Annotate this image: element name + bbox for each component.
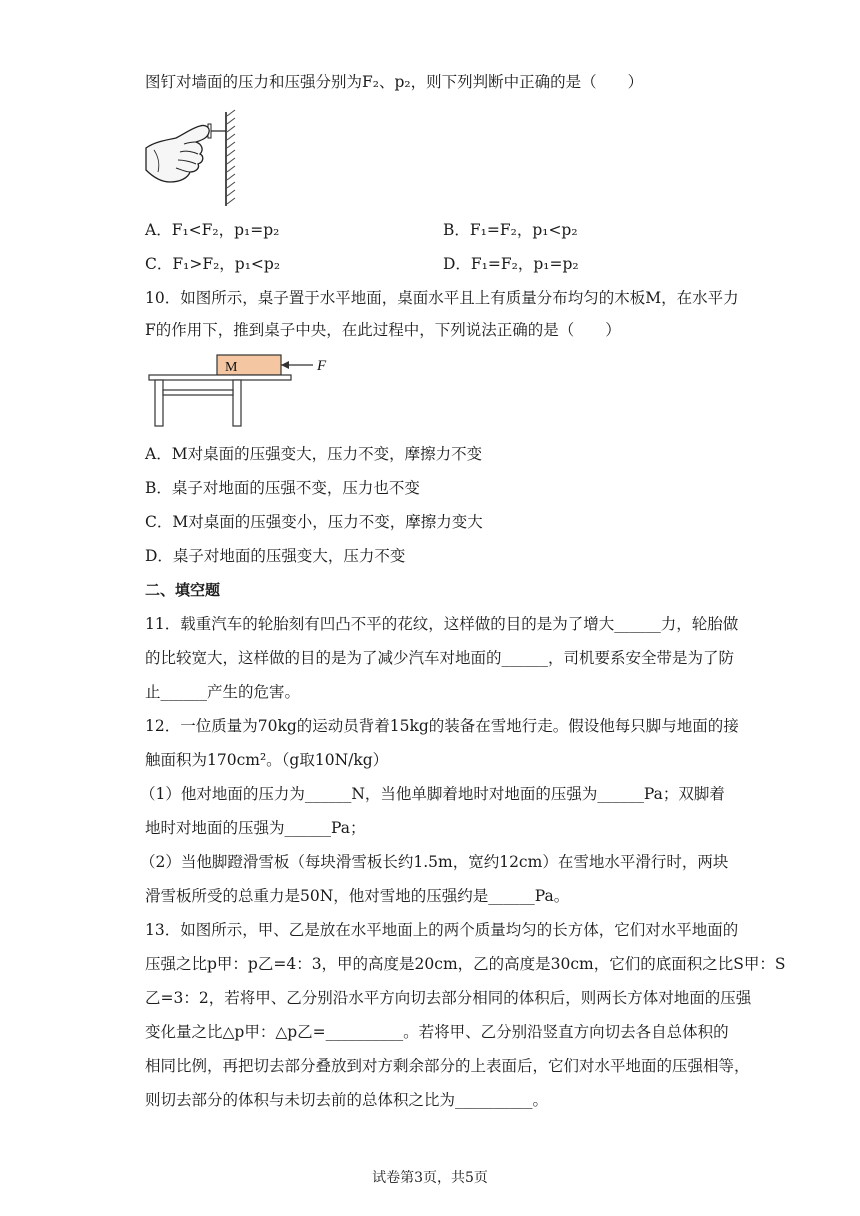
q13-line-1: 13．如图所示，甲、乙是放在水平地面上的两个质量均匀的长方体，它们对水平地面的 — [145, 921, 739, 939]
board-label: M — [225, 360, 238, 375]
q10-option-b[interactable]: B．桌子对地面的压强不变，压力也不变 — [145, 479, 420, 497]
q12-line-6: 滑雪板所受的总重力是50N，他对雪地的压强约是______Pa。 — [145, 887, 570, 905]
q12-line-5: （2）当他脚蹬滑雪板（每块滑雪板长约1.5m，宽约12cm）在雪地水平滑行时，两块 — [140, 853, 729, 871]
q13-line-6: 则切去部分的体积与未切去前的总体积之比为__________。 — [145, 1091, 549, 1109]
q13-line-3: 乙=3：2，若将甲、乙分别沿水平方向切去部分相同的体积后，则两长方体对地面的压强 — [145, 989, 752, 1007]
q9-option-b[interactable]: B．F₁=F₂，p₁<p₂ — [443, 221, 578, 239]
hand-thumbtack-figure — [140, 110, 240, 210]
q10-stem-line-1: 10．如图所示，桌子置于水平地面，桌面水平且上有质量分布均匀的木板M，在水平力 — [145, 289, 739, 307]
q11-line-2: 的比较宽大，这样做的目的是为了减少汽车对地面的______，司机要系安全带是为了防 — [145, 649, 735, 667]
q12-line-2: 触面积为170cm²。（g取10N/kg） — [145, 751, 389, 769]
table-board-figure — [145, 350, 345, 430]
q9-option-a[interactable]: A．F₁<F₂，p₁=p₂ — [145, 221, 280, 239]
q13-line-2: 压强之比p甲：p乙=4：3，甲的高度是20cm，乙的高度是30cm，它们的底面积之比S甲：S — [145, 955, 786, 973]
q12-line-1: 12．一位质量为70kg的运动员背着15kg的装备在雪地行走。假设他每只脚与地面的接 — [145, 717, 739, 735]
q12-line-4: 地时对地面的压强为______Pa； — [145, 819, 366, 837]
q11-line-3: 止______产生的危害。 — [145, 683, 301, 701]
q13-line-5: 相同比例，再把切去部分叠放到对方剩余部分的上表面后，它们对水平地面的压强相等， — [145, 1057, 750, 1075]
force-label: F — [317, 358, 327, 374]
q10-option-a[interactable]: A．M对桌面的压强变大，压力不变，摩擦力不变 — [145, 445, 483, 463]
q10-stem-line-2: F的作用下，推到桌子中央，在此过程中，下列说法正确的是（ ） — [145, 321, 621, 339]
q9-option-d[interactable]: D．F₁=F₂，p₁=p₂ — [443, 255, 579, 273]
q9-stem-tail: 图钉对墙面的压力和压强分别为F₂、p₂，则下列判断中正确的是（ ） — [145, 73, 644, 91]
q10-option-c[interactable]: C．M对桌面的压强变小，压力不变，摩擦力变大 — [145, 513, 483, 531]
q12-line-3: （1）他对地面的压力为______N，当他单脚着地时对地面的压强为______Pa；双脚着 — [140, 785, 725, 803]
page-footer: 试卷第3页，共5页 — [372, 1170, 488, 1186]
q10-option-d[interactable]: D．桌子对地面的压强变大，压力不变 — [145, 547, 406, 565]
q9-option-c[interactable]: C．F₁>F₂，p₁<p₂ — [145, 255, 281, 273]
q13-line-4: 变化量之比△p甲：△p乙=__________。若将甲、乙分别沿竖直方向切去各自总体积的 — [145, 1023, 729, 1041]
section-title: 二、填空题 — [145, 581, 221, 599]
q11-line-1: 11．载重汽车的轮胎刻有凹凸不平的花纹，这样做的目的是为了增大______力，轮胎做 — [145, 615, 739, 633]
